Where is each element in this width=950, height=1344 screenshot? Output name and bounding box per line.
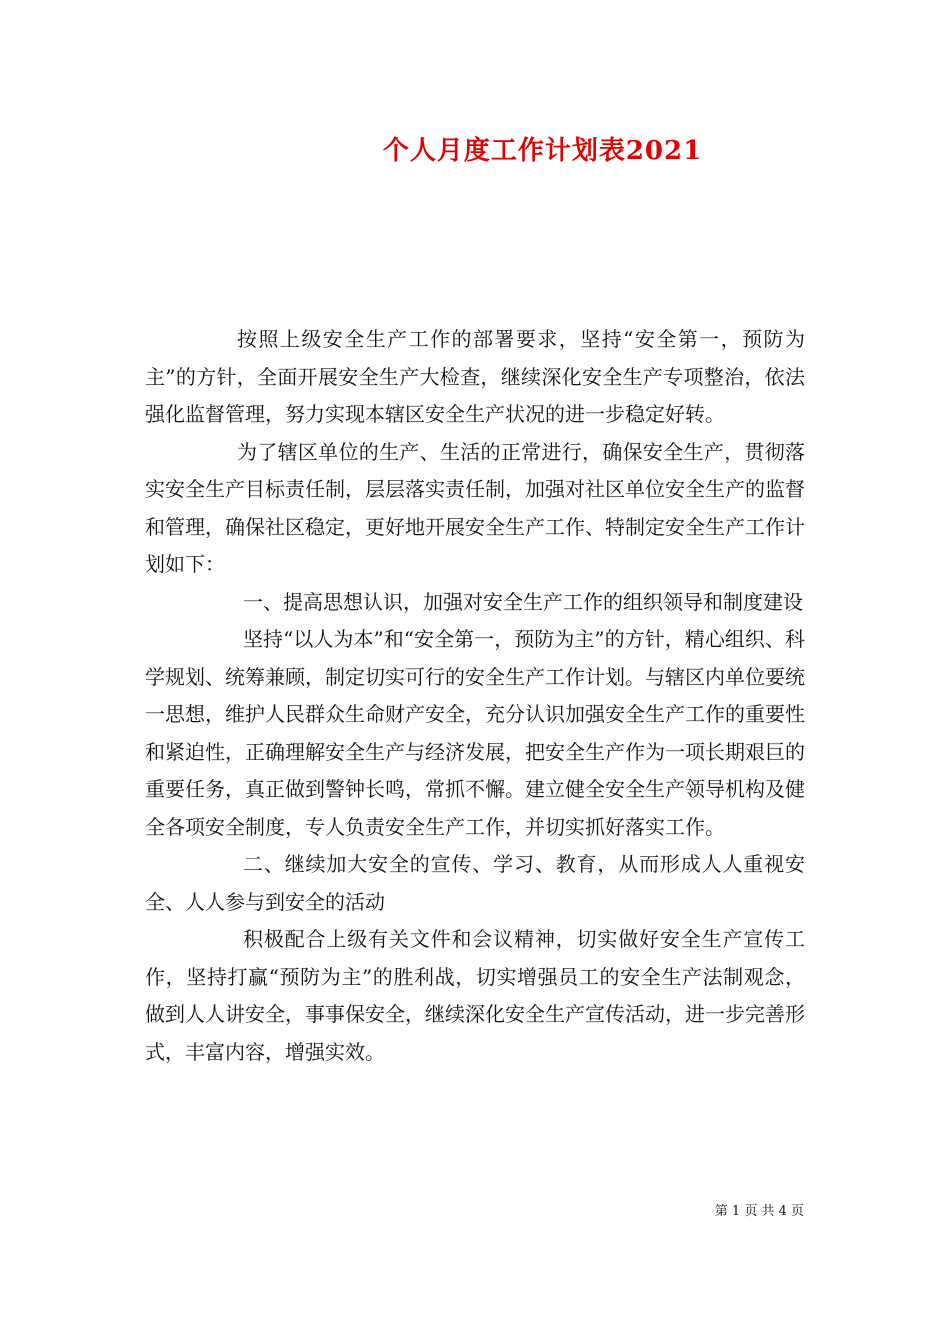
page-number-footer: 第 1 页 共 4 页 bbox=[714, 1204, 804, 1219]
document-title: 个人月度工作计划表2021 bbox=[382, 136, 703, 166]
section-heading-2: 二、继续加大安全的宣传、学习、教育，从而形成人人重视安全、人人参与到安全的活动 bbox=[145, 852, 805, 914]
paragraph-purpose: 为了辖区单位的生产、生活的正常进行，确保安全生产，贯彻落实安全生产目标责任制，层层落实责任制，加强对社区单位安全生产的监督和管理，确保社区稳定，更好地开展安全生产工作、特制定安全生产工作计划如下： bbox=[145, 439, 805, 576]
paragraph-section-2: 积极配合上级有关文件和会议精神，切实做好安全生产宣传工作，坚持打赢“预防为主”的胜利战，切实增强员工的安全生产法制观念，做到人人讲安全，事事保安全，继续深化安全生产宣传活动，进一步完善形式，丰富内容，增强实效。 bbox=[145, 927, 805, 1064]
paragraph-section-1: 坚持“以人为本”和“安全第一，预防为主”的方针，精心组织、科学规划、统筹兼顾，制定切实可行的安全生产工作计划。与辖区内单位要统一思想，维护人民群众生命财产安全，充分认识加强安全生产工作的重要性和紧迫性，正确理解安全生产与经济发展，把安全生产作为一项长期艰巨的重要任务，真正做到警钟长鸣，常抓不懈。建立健全安全生产领导机构及健全各项安全制度，专人负责安全生产工作，并切实抓好落实工作。 bbox=[145, 627, 805, 839]
document-body bbox=[145, 321, 805, 1071]
section-heading-1: 一、提高思想认识，加强对安全生产工作的组织领导和制度建设 bbox=[243, 589, 803, 614]
paragraph-intro: 按照上级安全生产工作的部署要求，坚持“安全第一，预防为主”的方针，全面开展安全生产大检查，继续深化安全生产专项整治，依法强化监督管理，努力实现本辖区安全生产状况的进一步稳定好转。 bbox=[145, 327, 805, 426]
